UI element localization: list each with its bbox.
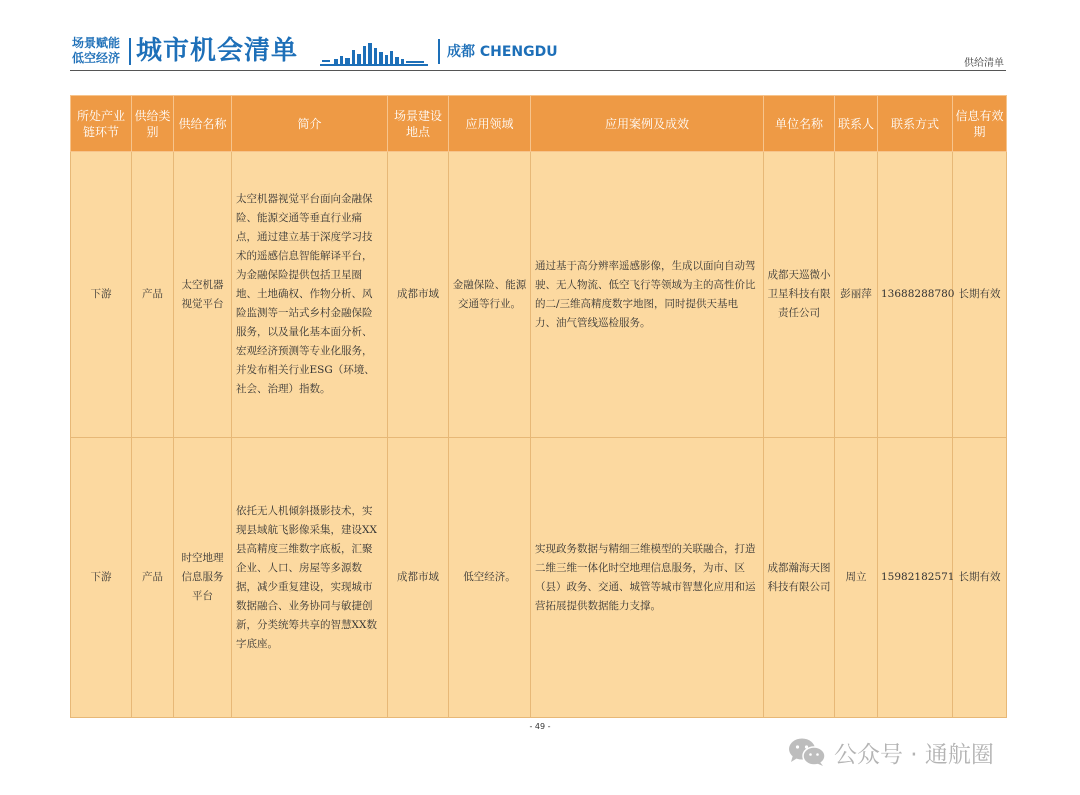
wechat-icon: [788, 737, 826, 767]
page-number: - 49 -: [529, 722, 551, 731]
brand-divider: [129, 38, 131, 65]
column-header-contact: 联系人: [835, 96, 878, 152]
cell-category: 产品: [132, 438, 174, 718]
column-header-location: 场景建设地点: [388, 96, 449, 152]
column-header-company: 单位名称: [764, 96, 835, 152]
cell-contact: 周立: [835, 438, 878, 718]
cell-phone: 13688288780: [878, 152, 953, 438]
cell-category: 产品: [132, 152, 174, 438]
city-divider: [438, 39, 440, 64]
brand-tagline: [72, 36, 130, 66]
cell-location: 成都市域: [388, 438, 449, 718]
brand-tagline-line1: 场景赋能: [72, 36, 121, 50]
city-skyline-icon: [320, 40, 428, 66]
city-label: 成都 CHENGDU: [447, 44, 558, 60]
cell-company: 成都天巡微小卫星科技有限责任公司: [764, 152, 835, 438]
section-label: 供给清单: [964, 58, 1004, 69]
header-rule: [70, 70, 1006, 71]
cell-field: 金融保险、能源交通等行业。: [449, 152, 531, 438]
cell-company: 成都瀚海天图科技有限公司: [764, 438, 835, 718]
cell-location: 成都市域: [388, 152, 449, 438]
cell-field: 低空经济。: [449, 438, 531, 718]
cell-intro: 太空机器视觉平台面向金融保险、能源交通等垂直行业痛点，通过建立基于深度学习技术的遥感信息智能解译平台，为金融保险提供包括卫星圈地、土地确权、作物分析、风险监测等一站式乡村金融保险服务，以及量化基本面分析、宏观经济预测等专业化服务，并发布相关行业ESG（环境、社会、治理）指数。: [232, 152, 388, 438]
cell-validity: 长期有效: [953, 152, 1007, 438]
cell-case: 实现政务数据与精细三维模型的关联融合，打造二维三维一体化时空地理信息服务，为市、区（县）政务、交通、城管等城市智慧化应用和运营拓展提供数据能力支撑。: [531, 438, 764, 718]
cell-intro: 依托无人机倾斜摄影技术，实现县域航飞影像采集，建设XX县高精度三维数字底板，汇聚企业、人口、房屋等多源数据，减少重复建设，实现城市数据融合、业务协同与敏捷创新，分类统筹共享的智慧XX数字底座。: [232, 438, 388, 718]
watermark: [788, 735, 994, 769]
column-header-name: 供给名称: [174, 96, 232, 152]
cell-segment: 下游: [71, 152, 132, 438]
supply-table: [70, 95, 1007, 718]
table-row: [71, 438, 1007, 718]
table-header-row: [71, 96, 1007, 152]
column-header-field: 应用领域: [449, 96, 531, 152]
column-header-segment: 所处产业链环节: [71, 96, 132, 152]
column-header-case: 应用案例及成效: [531, 96, 764, 152]
cell-case: 通过基于高分辨率遥感影像，生成以面向自动驾驶、无人物流、低空飞行等领域为主的高性价比的二/三维高精度数字地图，同时提供天基电力、油气管线巡检服务。: [531, 152, 764, 438]
cell-name: 太空机器视觉平台: [174, 152, 232, 438]
watermark-text: 公众号 · 通航圈: [834, 741, 994, 768]
page-header: [70, 34, 1006, 70]
cell-name: 时空地理信息服务平台: [174, 438, 232, 718]
brand-tagline-line2: 低空经济: [72, 51, 121, 65]
column-header-category: 供给类别: [132, 96, 174, 152]
brand-title: 城市机会清单: [136, 36, 299, 66]
column-header-phone: 联系方式: [878, 96, 953, 152]
table-row: [71, 152, 1007, 438]
cell-phone: 15982182571: [878, 438, 953, 718]
cell-segment: 下游: [71, 438, 132, 718]
column-header-intro: 简介: [232, 96, 388, 152]
cell-contact: 彭丽萍: [835, 152, 878, 438]
cell-validity: 长期有效: [953, 438, 1007, 718]
column-header-validity: 信息有效期: [953, 96, 1007, 152]
